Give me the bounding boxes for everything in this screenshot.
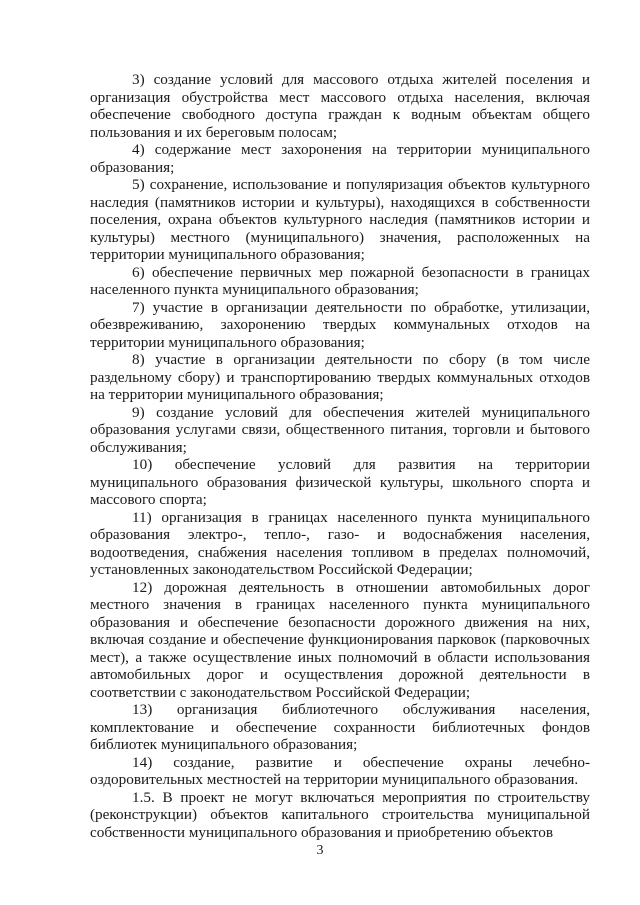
paragraph-item-12: 12) дорожная деятельность в отношении автомобильных дорог местного значения в границах населенного пункта муниципального образования и обеспечение безопасности дорожного движения на них, включая создание и обеспечение функционирования парковок (парковочных мест), а также осуществление иных полномочий в области использования автомобильных дорог и осуществления дорожной деятельности в соответствии с законодательством Российской Федерации; [90, 578, 590, 701]
paragraph-item-5: 5) сохранение, использование и популяризация объектов культурного наследия (памятников истории и культуры), находящихся в собственности поселения, охрана объектов культурного наследия (памятников истории и культуры) местного (муниципального) значения, расположенных на территории муниципального образования; [90, 176, 590, 263]
paragraph-item-14: 14) создание, развитие и обеспечение охраны лечебно-оздоровительных местностей на территории муниципального образования. [90, 753, 590, 788]
paragraph-item-10: 10) обеспечение условий для развития на территории муниципального образования физической культуры, школьного спорта и массового спорта; [90, 456, 590, 508]
paragraph-item-4: 4) содержание мест захоронения на территории муниципального образования; [90, 141, 590, 176]
document-body [90, 71, 590, 841]
paragraph-item-6: 6) обеспечение первичных мер пожарной безопасности в границах населенного пункта муниципального образования; [90, 263, 590, 298]
paragraph-section-1-5: 1.5. В проект не могут включаться мероприятия по строительству (реконструкции) объектов капитального строительства муниципальной собственности муниципального образования и приобретению объектов [90, 788, 590, 841]
paragraph-item-8: 8) участие в организации деятельности по сбору (в том числе раздельному сбору) и транспортированию твердых коммунальных отходов на территории муниципального образования; [90, 351, 590, 403]
paragraph-item-13: 13) организация библиотечного обслуживания населения, комплектование и обеспечение сохранности библиотечных фондов библиотек муниципального образования; [90, 701, 590, 753]
paragraph-item-9: 9) создание условий для обеспечения жителей муниципального образования услугами связи, общественного питания, торговли и бытового обслуживания; [90, 403, 590, 456]
paragraph-item-11: 11) организация в границах населенного пункта муниципального образования электро-, тепло-, газо- и водоснабжения населения, водоотведения, снабжения населения топливом в пределах полномочий, установленных законодательством Российской Федерации; [90, 508, 590, 578]
page-number: 3 [316, 843, 324, 858]
paragraph-item-7: 7) участие в организации деятельности по обработке, утилизации, обезвреживанию, захоронению твердых коммунальных отходов на территории муниципального образования; [90, 298, 590, 351]
paragraph-item-3: 3) создание условий для массового отдыха жителей поселения и организация обустройства мест массового отдыха населения, включая обеспечение свободного доступа граждан к водным объектам общего пользования и их береговым полосам; [90, 71, 590, 141]
